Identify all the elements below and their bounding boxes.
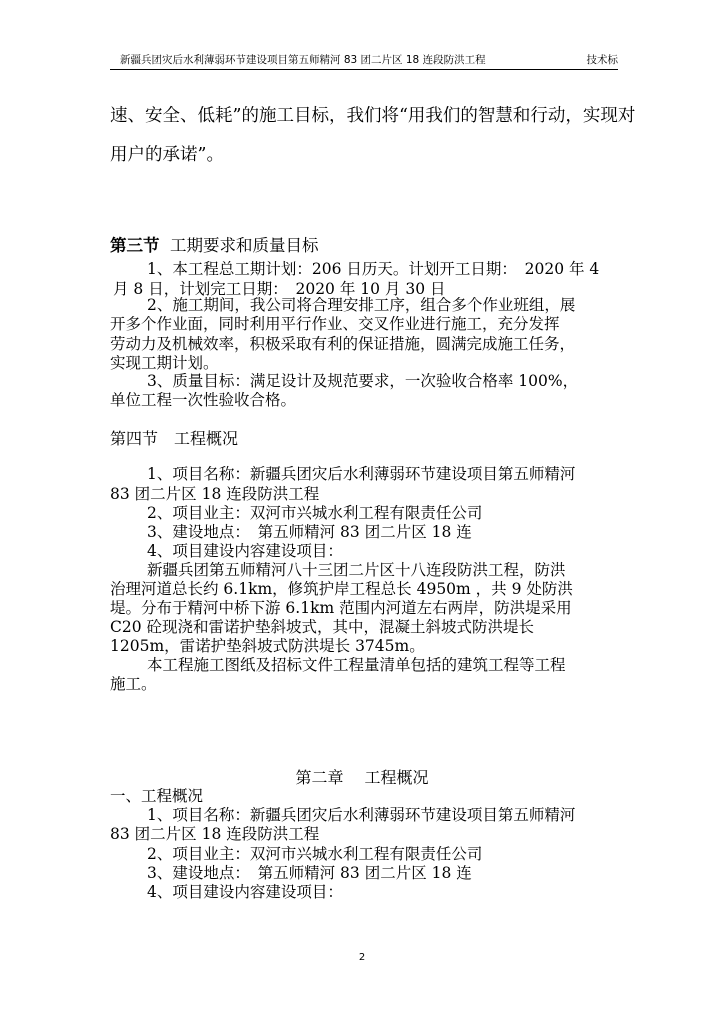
section4-line-5: 4、项目建设内容建设项目： xyxy=(147,542,343,560)
section4-line-10: 1205m，雷诺护垫斜坡式防洪堤长 3745m。 xyxy=(110,637,425,655)
section4-line-2: 83 团二片区 18 连段防洪工程 xyxy=(110,485,320,503)
page-header xyxy=(110,52,618,70)
chapter2-line-5: 4、项目建设内容建设项目： xyxy=(147,883,343,901)
intro-line-1: 速、安全、低耗”的施工目标，我们将“用我们的智慧和行动，实现对 xyxy=(110,106,636,126)
section3-line-3: 2、施工期间，我公司将合理安排工序，组合多个作业班组，展 xyxy=(147,296,576,314)
section3-line-2: 月 8 日，计划完工日期： 2020 年 10 月 30 日 xyxy=(113,280,446,298)
header-title: 新疆兵团灾后水利薄弱环节建设项目第五师精河 83 团二片区 18 连段防洪工程 xyxy=(120,54,486,66)
section4-line-9: C20 砼现浇和雷诺护垫斜坡式，其中，混凝土斜坡式防洪堤长 xyxy=(110,618,535,636)
section4-line-8: 堤。分布于精河中桥下游 6.1km 范围内河道左右两岸，防洪堤采用 xyxy=(110,599,572,617)
section4-line-12: 施工。 xyxy=(110,675,157,693)
section4-line-1: 1、项目名称：新疆兵团灾后水利薄弱环节建设项目第五师精河 xyxy=(147,465,576,483)
chapter2-line-3: 2、项目业主：双河市兴城水利工程有限责任公司 xyxy=(147,845,483,863)
section4-line-4: 3、建设地点： 第五师精河 83 团二片区 18 连 xyxy=(147,523,472,541)
section4-line-6: 新疆兵团第五师精河八十三团二片区十八连段防洪工程，防洪 xyxy=(147,561,566,579)
section4-heading: 第四节 工程概况 xyxy=(110,429,239,448)
page-number: 2 xyxy=(358,952,366,963)
chapter2-heading: 第二章 工程概况 xyxy=(295,768,429,787)
section3-line-6: 实现工期计划。 xyxy=(110,354,219,372)
section4-line-11: 本工程施工图纸及招标文件工程量清单包括的建筑工程等工程 xyxy=(147,656,566,674)
chapter2-line-1: 1、项目名称：新疆兵团灾后水利薄弱环节建设项目第五师精河 xyxy=(147,806,576,824)
section4-line-7: 治理河道总长约 6.1km，修筑护岸工程总长 4950m ，共 9 处防洪 xyxy=(110,580,573,598)
intro-line-2: 用户的承诺”。 xyxy=(110,145,224,165)
section3-number: 第三节 xyxy=(110,236,160,255)
chapter2-line-2: 83 团二片区 18 连段防洪工程 xyxy=(110,825,320,843)
section3-line-4: 开多个作业面，同时利用平行作业、交叉作业进行施工，充分发挥 xyxy=(110,315,560,333)
section3-line-7: 3、质量目标：满足设计及规范要求，一次验收合格率 100%， xyxy=(147,372,579,390)
section3-line-5: 劳动力及机械效率，积极采取有利的保证措施，圆满完成施工任务， xyxy=(110,335,576,353)
section4-line-3: 2、项目业主：双河市兴城水利工程有限责任公司 xyxy=(147,504,483,522)
chapter2-line-4: 3、建设地点： 第五师精河 83 团二片区 18 连 xyxy=(147,864,472,882)
section3-line-1: 1、本工程总工期计划：206 日历天。计划开工日期： 2020 年 4 xyxy=(147,260,600,278)
section3-title: 工期要求和质量目标 xyxy=(170,236,319,255)
header-right-label: 技术标 xyxy=(586,54,618,66)
section3-line-8: 单位工程一次性验收合格。 xyxy=(110,391,297,409)
section3-heading xyxy=(110,236,319,256)
chapter2-subheading: 一、工程概况 xyxy=(110,787,204,805)
